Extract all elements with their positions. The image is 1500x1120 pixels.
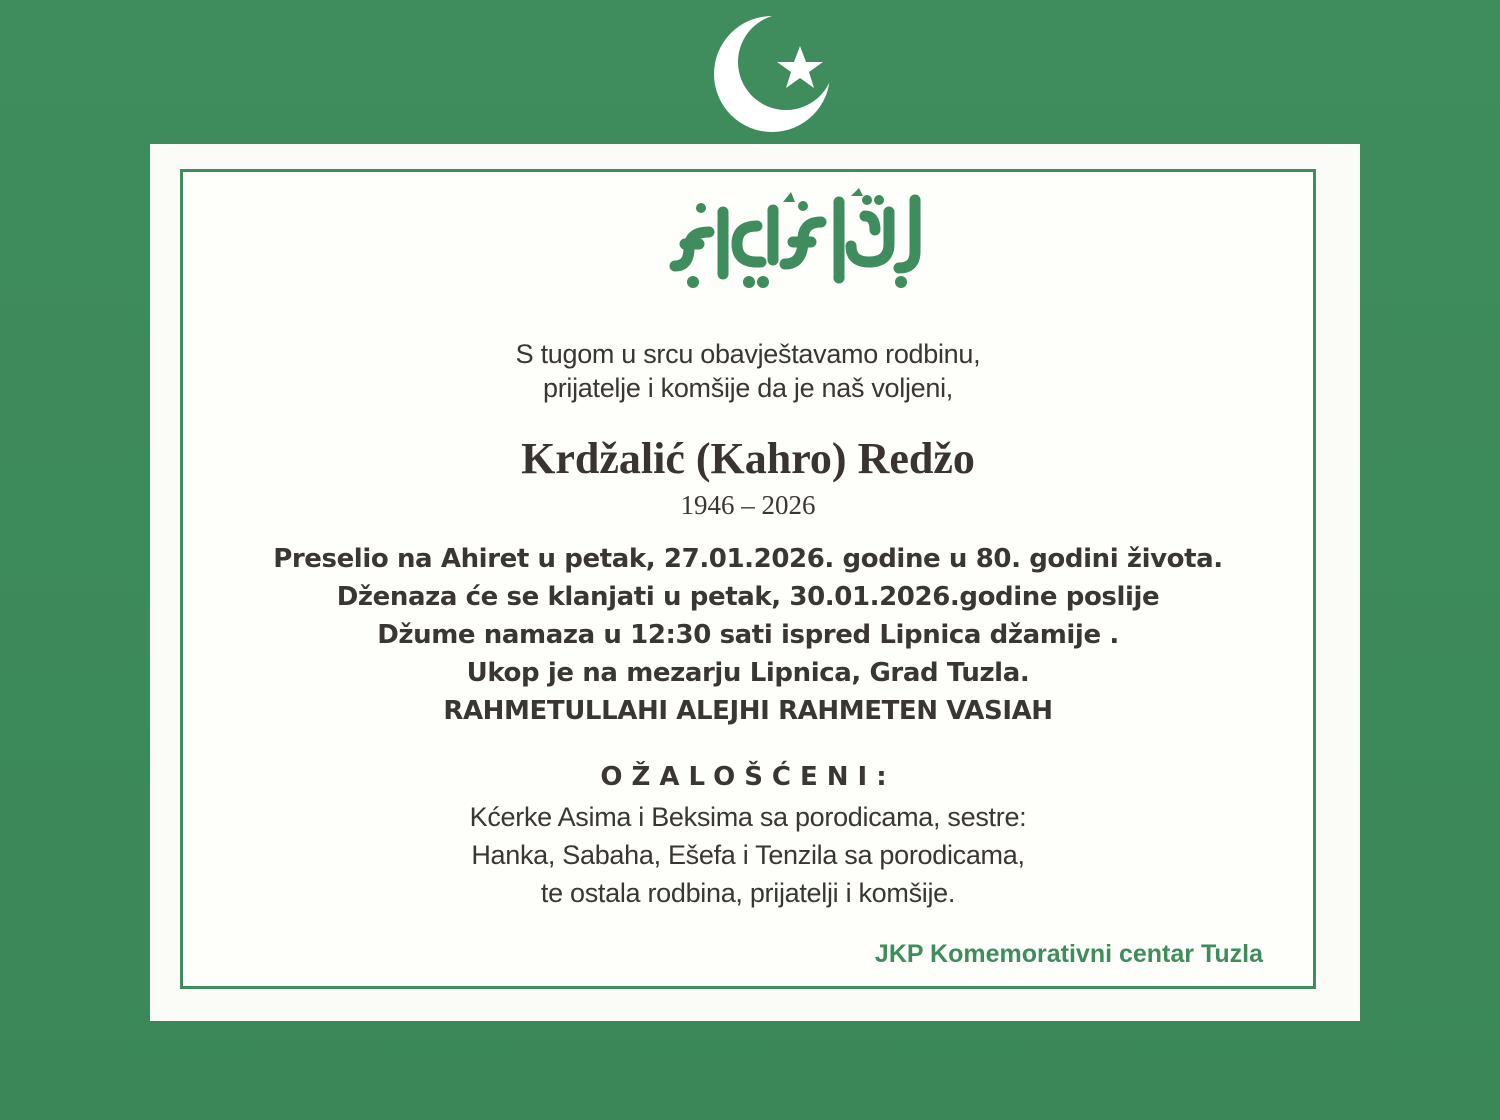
announcement-line: RAHMETULLAHI ALEJHI RAHMETEN VASIAH: [443, 696, 1053, 726]
crescent-star-icon: [712, 10, 838, 136]
arabic-calligraphy-icon: [653, 182, 943, 302]
announcement-text: [183, 540, 1313, 730]
mourners-line: te ostala rodbina, prijatelji i komšije.: [540, 878, 956, 908]
mourners-line: Hanka, Sabaha, Ešefa i Tenzila sa porodicama,: [471, 840, 1025, 870]
deceased-name: Krdžalić (Kahro) Redžo: [521, 434, 975, 483]
mourners-line: Kćerke Asima i Beksima sa porodicama, sestre:: [469, 802, 1027, 832]
inner-frame: [180, 169, 1316, 989]
intro-line: prijatelje i komšije da je naš voljeni,: [542, 373, 953, 403]
intro-text: [183, 337, 1313, 405]
announcement-line: Ukop je na mezarju Lipnica, Grad Tuzla.: [466, 658, 1030, 688]
announcement-line: Dženaza će se klanjati u petak, 30.01.2026.godine poslije: [336, 582, 1160, 612]
organization-signature: JKP Komemorativni centar Tuzla: [874, 940, 1263, 968]
mourners-heading: OŽALOŠĆENI:: [600, 762, 896, 792]
announcement-line: Preselio na Ahiret u petak, 27.01.2026. godine u 80. godini života.: [273, 544, 1223, 574]
outer-frame: [150, 144, 1360, 1021]
mourners-list: [183, 798, 1313, 912]
deceased-years: 1946 – 2026: [680, 490, 816, 520]
intro-line: S tugom u srcu obavještavamo rodbinu,: [515, 339, 981, 369]
announcement-line: Džume namaza u 12:30 sati ispred Lipnica džamije .: [377, 620, 1119, 650]
